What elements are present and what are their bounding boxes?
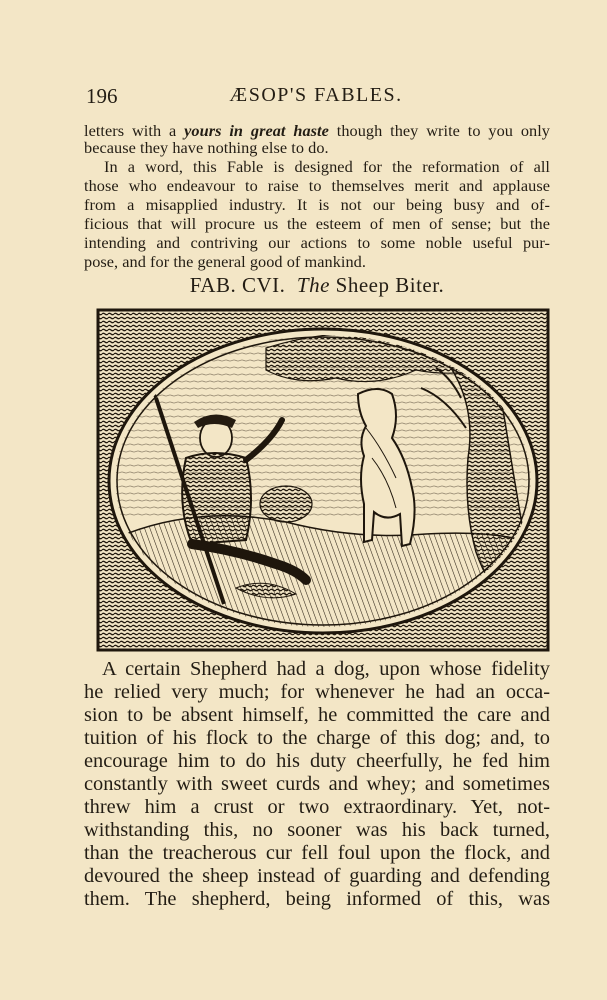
text-line: threw him a crust or two extraordinary. Yet, not-	[84, 796, 550, 818]
fable-title-article: The	[296, 273, 330, 297]
text-line: encourage him to do his duty cheerfully, he fed him	[84, 750, 550, 772]
page-number: 196	[86, 84, 118, 108]
text-line: A certain Shepherd had a dog, upon whose fidelity	[102, 658, 550, 680]
text-line: constantly with sweet curds and whey; and sometimes	[84, 773, 550, 795]
text-line: letters with a yours in great haste though they write to you only	[84, 121, 550, 140]
text-line: from a misapplied industry. It is not our being busy and of-	[84, 195, 550, 214]
woodcut-illustration	[96, 308, 550, 652]
running-head: ÆSOP'S FABLES.	[229, 84, 403, 106]
fable-title-name: Sheep Biter.	[335, 273, 445, 297]
fable-number: FAB. CVI.	[189, 273, 286, 297]
text-line: he relied very much; for whenever he had an occa-	[84, 681, 550, 703]
text-line: devoured the sheep instead of guarding and defending	[84, 865, 550, 887]
woodcut-svg	[96, 308, 550, 652]
fable-title	[84, 273, 550, 298]
text-line: them. The shepherd, being informed of this, was	[84, 888, 550, 910]
text-line: withstanding this, no sooner was his back turned,	[84, 819, 550, 841]
text-line: sion to be absent himself, he committed the care and	[84, 704, 550, 726]
text-line: In a word, this Fable is designed for the reformation of all	[104, 157, 550, 176]
text-line: intending and contriving our actions to some noble useful pur-	[84, 233, 550, 252]
text-line: because they have nothing else to do.	[84, 138, 329, 157]
text-line: pose, and for the general good of mankind.	[84, 252, 366, 271]
text-line: ficious that will procure us the esteem of men of sense; but the	[84, 214, 550, 233]
text-line: those who endeavour to raise to themselves merit and applause	[84, 176, 550, 195]
text-line: tuition of his flock to the charge of this dog; and, to	[84, 727, 550, 749]
text-line: than the treacherous cur fell foul upon the flock, and	[84, 842, 550, 864]
page-header	[86, 84, 546, 112]
